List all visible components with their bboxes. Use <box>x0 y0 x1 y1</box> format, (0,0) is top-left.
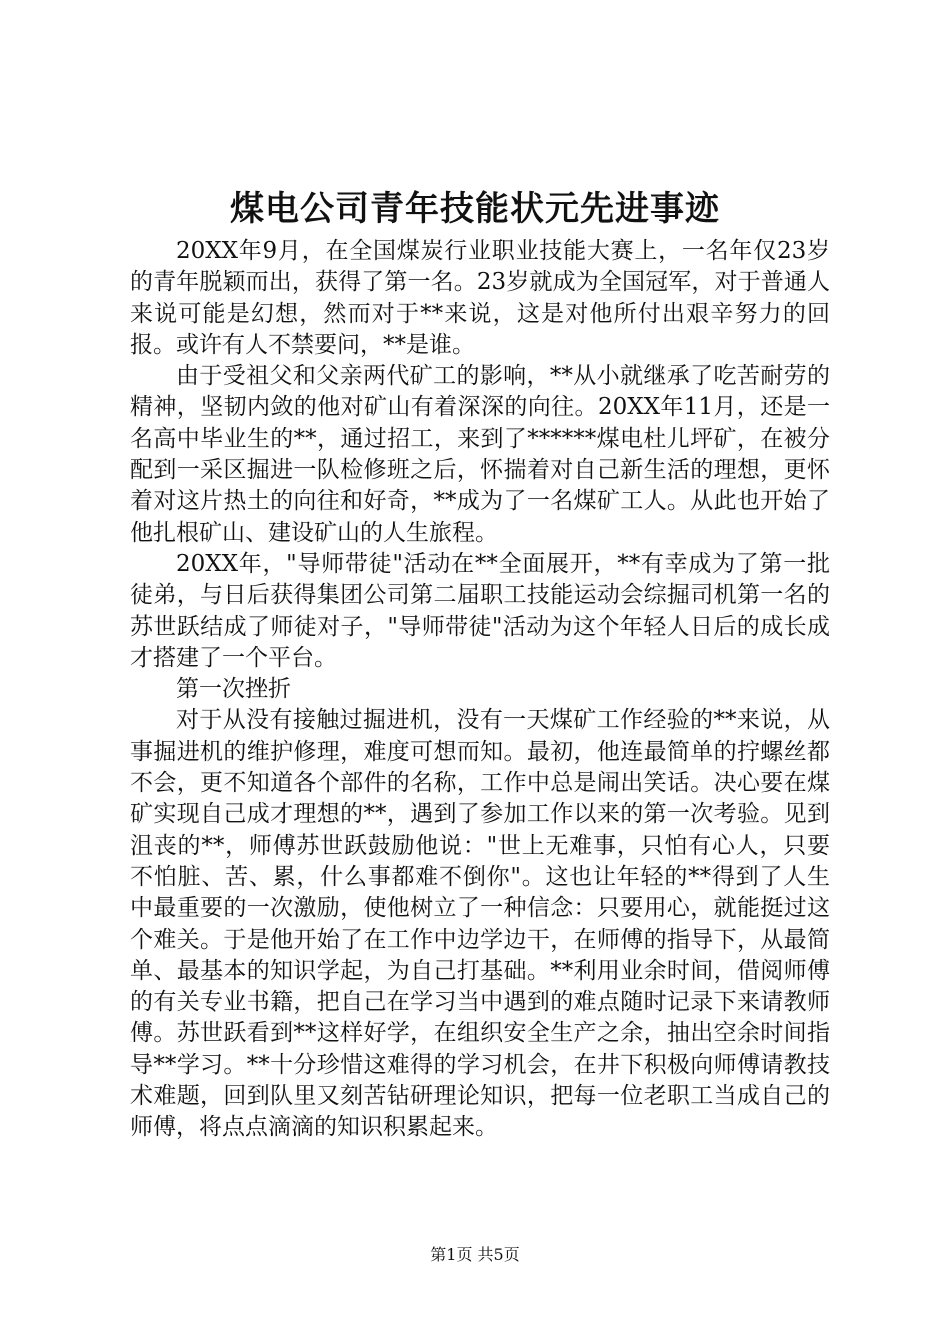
document-body <box>130 236 830 1144</box>
paragraph: 20XX年，"导师带徒"活动在**全面展开，**有幸成为了第一批徒弟，与日后获得集团公司第二届职工技能运动会综掘司机第一名的苏世跃结成了师徒对子，"导师带徒"活动为这个年轻人日后的成长成才搭建了一个平台。 <box>130 550 830 671</box>
page-footer: 第1页 共5页 <box>430 1245 520 1264</box>
section-heading: 第一次挫折 <box>176 676 291 703</box>
paragraph: 对于从没有接触过掘进机，没有一天煤矿工作经验的**来说，从事掘进机的维护修理，难度可想而知。最初，他连最简单的拧螺丝都不会，更不知道各个部件的名称，工作中总是闹出笑话。决心要在煤矿实现自己成才理想的**，遇到了参加工作以来的第一次考验。见到沮丧的**，师傅苏世跃鼓励他说："世上无难事，只怕有心人，只要不怕脏、苦、累，什么事都难不倒你"。这也让年轻的**得到了人生中最重要的一次激励，使他树立了一种信念：只要用心，就能挺过这个难关。于是他开始了在工作中边学边干，在师傅的指导下，从最简单、最基本的知识学起，为自己打基础。**利用业余时间，借阅师傅的有关专业书籍，把自己在学习当中遇到的难点随时记录下来请教师傅。苏世跃看到**这样好学，在组织安全生产之余，抽出空余时间指导**学习。**十分珍惜这难得的学习机会，在井下积极向师傅请教技术难题，回到队里又刻苦钻研理论知识，把每一位老职工当成自己的师傅，将点点滴滴的知识积累起来。 <box>130 707 830 1141</box>
paragraph: 由于受祖父和父亲两代矿工的影响，**从小就继承了吃苦耐劳的精神，坚韧内敛的他对矿山有着深深的向往。20XX年11月，还是一名高中毕业生的**，通过招工，来到了******煤电杜儿坪矿，在被分配到一采区掘进一队检修班之后，怀揣着对自己新生活的理想，更怀着对这片热土的向往和好奇，**成为了一名煤矿工人。从此也开始了他扎根矿山、建设矿山的人生旅程。 <box>130 363 830 546</box>
paragraph: 20XX年9月，在全国煤炭行业职业技能大赛上，一名年仅23岁的青年脱颖而出，获得了第一名。23岁就成为全国冠军，对于普通人来说可能是幻想，然而对于**来说，这是对他所付出艰辛努力的回报。或许有人不禁要问，**是谁。 <box>130 238 830 358</box>
document-title: 煤电公司青年技能状元先进事迹 <box>230 189 720 229</box>
